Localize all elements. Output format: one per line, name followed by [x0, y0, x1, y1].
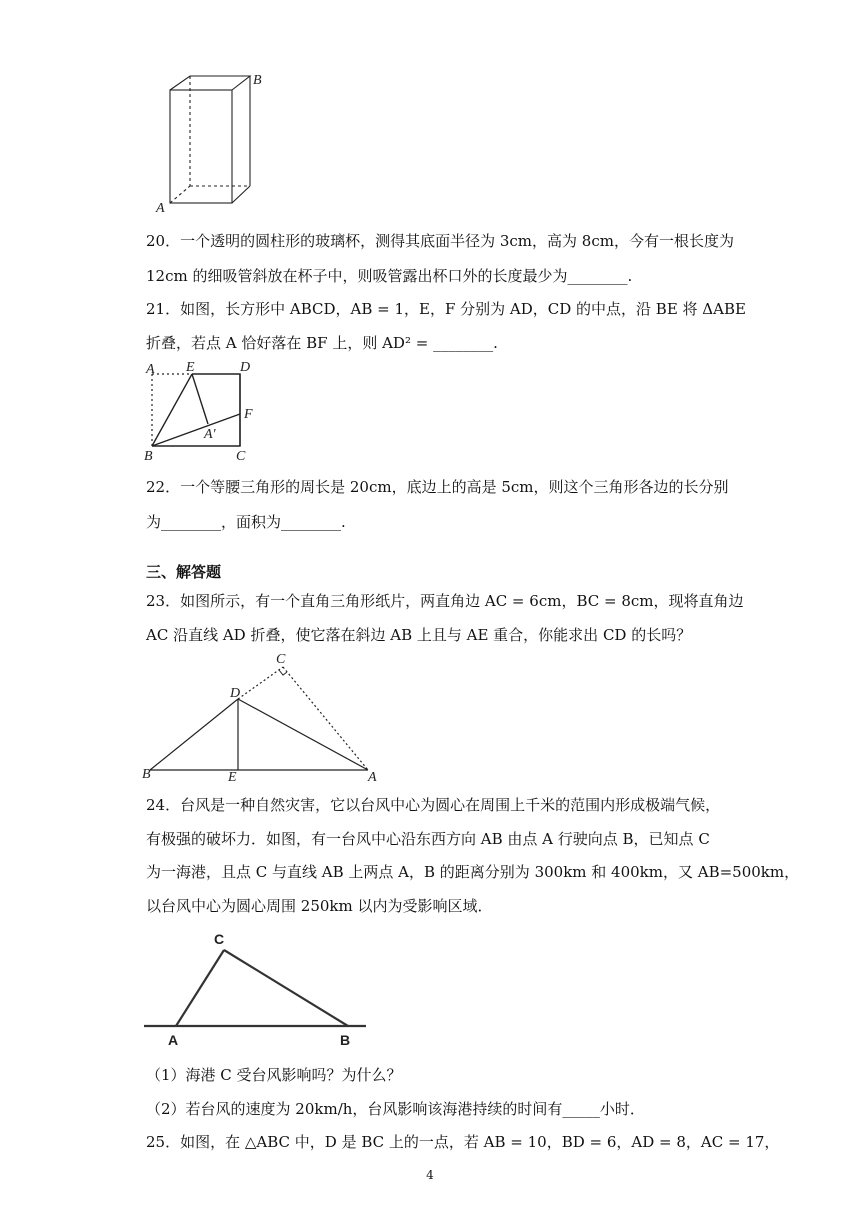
q20-line2: 12cm 的细吸管斜放在杯子中，则吸管露出杯口外的长度最少为________. [146, 267, 633, 285]
rect-label-e: E [186, 360, 195, 375]
q22-line1: 22．一个等腰三角形的周长是 20cm，底边上的高是 5cm，则这个三角形各边的长分别 [146, 478, 729, 496]
q25-line1: 25．如图，在 △ABC 中，D 是 BC 上的一点，若 AB = 10，BD = 6，AD = 8，AC = 17， [146, 1133, 780, 1151]
q24-line1: 24．台风是一种自然灾害，它以台风中心为圆心在周围上千米的范围内形成极端气候， [146, 796, 721, 814]
rect-label-f: F [244, 407, 253, 422]
typhoon-label-a: A [168, 1032, 179, 1048]
rect-label-a-prime: A′ [204, 427, 216, 442]
tri-label-c: C [276, 652, 286, 667]
rect-fold-figure [140, 360, 270, 466]
triangle-fold-figure [140, 650, 390, 782]
q20-line1: 20．一个透明的圆柱形的玻璃杯，测得其底面半径为 3cm，高为 8cm，今有一根长度为 [146, 232, 734, 250]
q21-line2: 折叠，若点 A 恰好落在 BF 上，则 AD² = ________. [146, 334, 498, 352]
q23-line2: AC 沿直线 AD 折叠，使它落在斜边 AB 上且与 AE 重合，你能求出 CD 的长吗？ [146, 626, 692, 644]
q24-line4: 以台风中心为圆心周围 250km 以内为受影响区域． [146, 897, 493, 915]
q21-line1: 21．如图，长方形中 ABCD，AB = 1，E，F 分别为 AD，CD 的中点，沿 BE 将 ΔABE [146, 300, 746, 318]
typhoon-figure [140, 928, 370, 1052]
section-heading: 三、解答题 [146, 563, 222, 581]
box-figure [150, 66, 280, 216]
q22-line2: 为________，面积为________. [146, 513, 346, 531]
rect-label-a: A [146, 362, 155, 377]
tri-label-d: D [230, 686, 241, 701]
rect-label-d: D [240, 360, 251, 375]
box-label-b: B [253, 73, 262, 88]
q23-line1: 23．如图所示，有一个直角三角形纸片，两直角边 AC = 6cm，BC = 8cm，现将直角边 [146, 592, 744, 610]
box-label-a: A [156, 201, 165, 216]
typhoon-label-b: B [340, 1032, 351, 1048]
tri-label-e: E [228, 770, 237, 782]
page-number: 4 [426, 1168, 434, 1182]
rect-label-c: C [236, 449, 246, 464]
tri-label-b: B [142, 767, 151, 782]
q24-line2: 有极强的破坏力．如图，有一台风中心沿东西方向 AB 由点 A 行驶向点 B，已知点 C [146, 830, 710, 848]
rect-label-b: B [144, 449, 153, 464]
q24-sub1: （1）海港 C 受台风影响吗？为什么？ [146, 1066, 402, 1084]
typhoon-label-c: C [214, 931, 225, 947]
q24-sub2: （2）若台风的速度为 20km/h，台风影响该海港持续的时间有_____小时． [146, 1100, 645, 1118]
q24-line3: 为一海港，且点 C 与直线 AB 上两点 A，B 的距离分别为 300km 和 400km，又 AB=500km， [146, 863, 800, 881]
tri-label-a: A [368, 770, 377, 782]
